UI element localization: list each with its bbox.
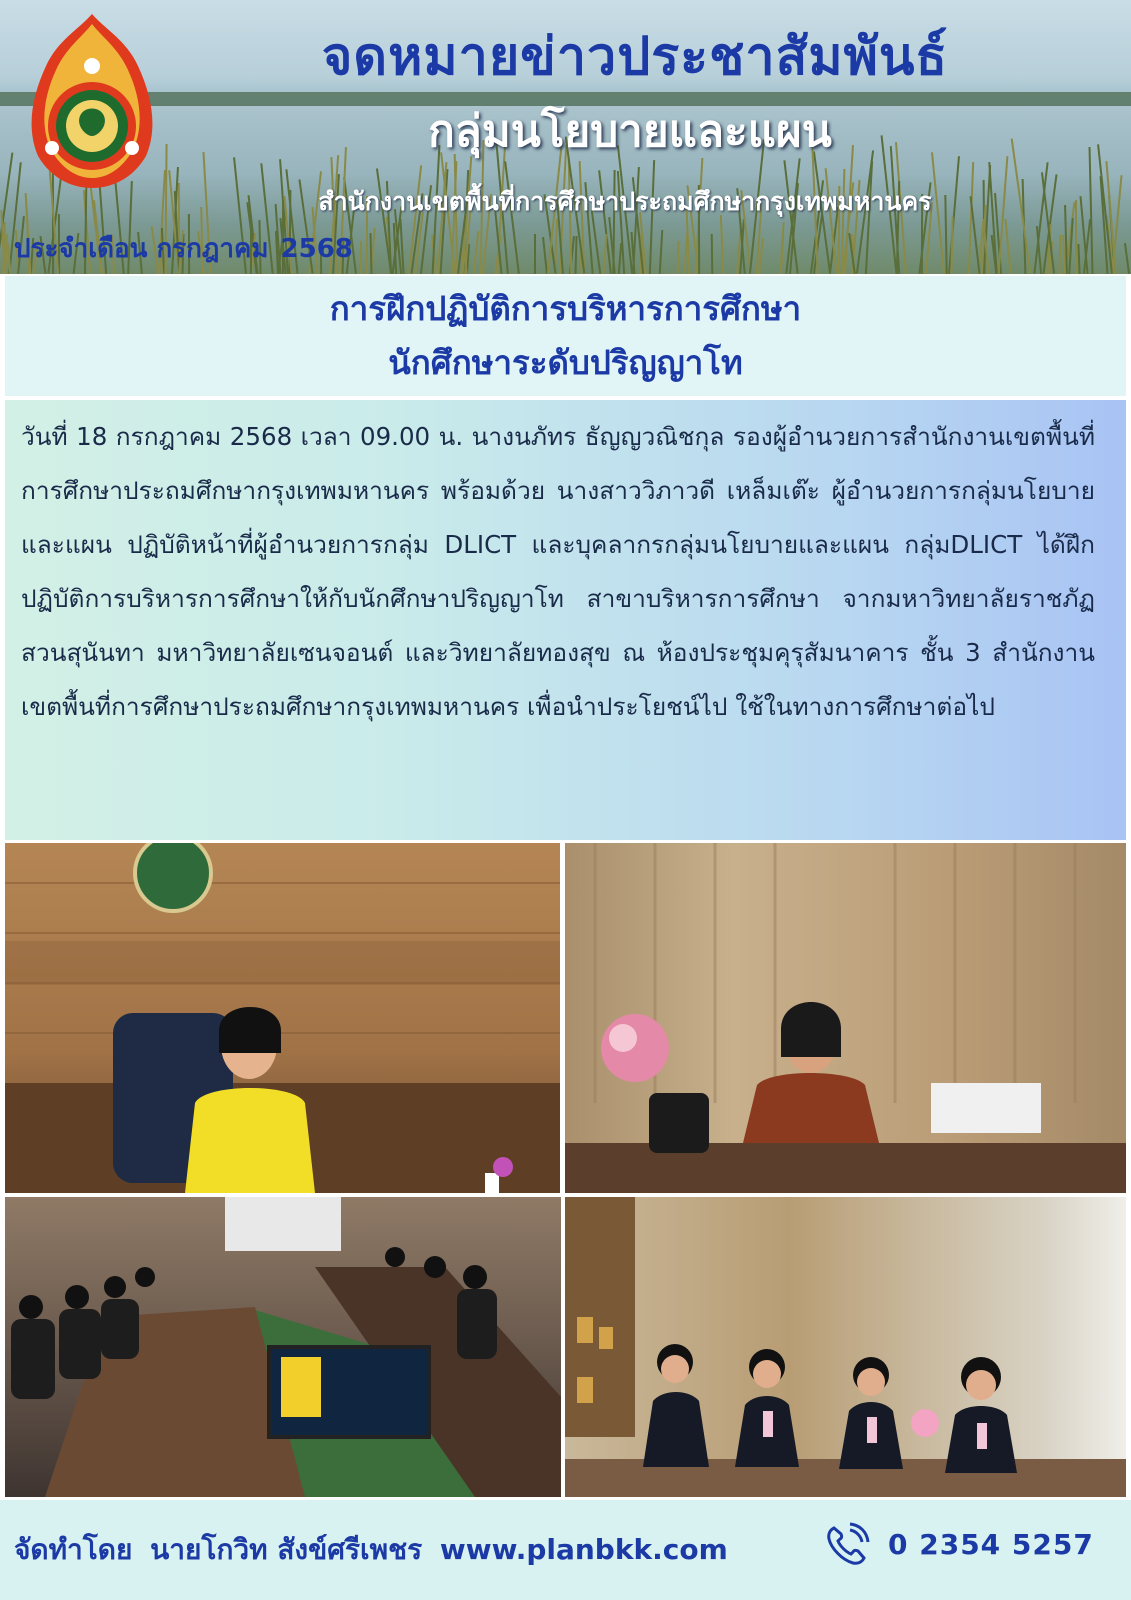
reed-stalk [1077, 244, 1080, 274]
reed-stalk [1058, 235, 1061, 274]
headline-line-1: การฝึกปฏิบัติการบริหารการศึกษา [329, 289, 802, 328]
reed-stalk [1124, 243, 1130, 274]
photo-3-illustration [5, 1197, 561, 1497]
newsletter-footer [0, 1500, 1131, 1600]
photo-students-presenting [565, 1197, 1126, 1497]
headline-line-2: นักศึกษาระดับปริญญาโท [388, 343, 743, 382]
phone-number[interactable]: 0 2354 5257 [888, 1528, 1094, 1561]
reed-stalk [711, 234, 714, 274]
made-by-label: จัดทำโดย [14, 1533, 133, 1566]
reed-stalk [1089, 147, 1094, 274]
author-name: นายโกวิท สังข์ศรีเพชร [150, 1533, 423, 1566]
reed-stalk [1005, 219, 1012, 274]
photo-students-meeting-room [5, 1197, 561, 1497]
issue-date [14, 228, 365, 269]
article-body-text: วันที่ 18 กรกฎาคม 2568 เวลา 09.00 น. นางนภัทร ธัญญวณิชกุล รองผู้อำนวยการสำนักงานเขตพื้นที่การศึกษาประถมศึกษากรุงเทพมหานคร พร้อมด้วย นางสาววิภาวดี เหล็มเต๊ะ ผู้อำนวยการกลุ่มนโยบายและแผน ปฏิบัติหน้าที่ผู้อำนวยการกลุ่ม DLICT และบุคลากรกลุ่มนโยบายและแผน กลุ่มDLICT ได้ฝึกปฏิบัติการบริหารการศึกษาให้กับนักศึกษาปริญญาโท สาขาบริหารการศึกษา จากมหาวิทยาลัยราชภัฏสวนสุนันทา มหาวิทยาลัยเซนจอนต์ และวิทยาลัยทองสุข ณ ห้องประชุมคุรุสัมนาคาร ชั้น 3 สำนักงานเขตพื้นที่การศึกษาประถมศึกษากรุงเทพมหานคร เพื่อนำประโยชน์ไป ใช้ในทางการศึกษาต่อไป [21, 422, 1095, 721]
footer-credit [14, 1528, 736, 1572]
department-name: กลุ่มนโยบายและแผน [428, 106, 832, 157]
photo-deputy-director [5, 843, 560, 1193]
reed-stalk [574, 236, 577, 274]
reed-stalk [659, 230, 664, 274]
reed-stalk [676, 241, 679, 274]
article-headline [5, 276, 1126, 396]
issue-year: 2568 [280, 234, 353, 264]
reed-stalk [950, 217, 953, 274]
reed-stalk [780, 234, 785, 274]
photo-4-illustration [565, 1197, 1126, 1497]
photo-1-illustration [5, 843, 560, 1193]
obec-emblem-icon [18, 10, 166, 190]
photo-2-illustration [565, 843, 1126, 1193]
photo-director-meeting [565, 843, 1126, 1193]
website-link[interactable]: www.planbkk.com [439, 1533, 728, 1566]
reed-stalk [720, 215, 724, 274]
newsletter-header [0, 0, 1131, 274]
reed-stalk [473, 231, 480, 274]
phone-icon [822, 1520, 872, 1570]
reed-stalk [1075, 200, 1077, 274]
article-body-panel [5, 400, 1126, 840]
reed-stalk [534, 234, 536, 274]
reed-stalk [1068, 218, 1073, 274]
issue-month: ประจำเดือน กรกฎาคม [14, 234, 269, 264]
newsletter-title: จดหมายข่าวประชาสัมพันธ์ [321, 27, 949, 87]
office-name: สำนักงานเขตพื้นที่การศึกษาประถมศึกษากรุงเทพมหานคร [318, 187, 932, 216]
